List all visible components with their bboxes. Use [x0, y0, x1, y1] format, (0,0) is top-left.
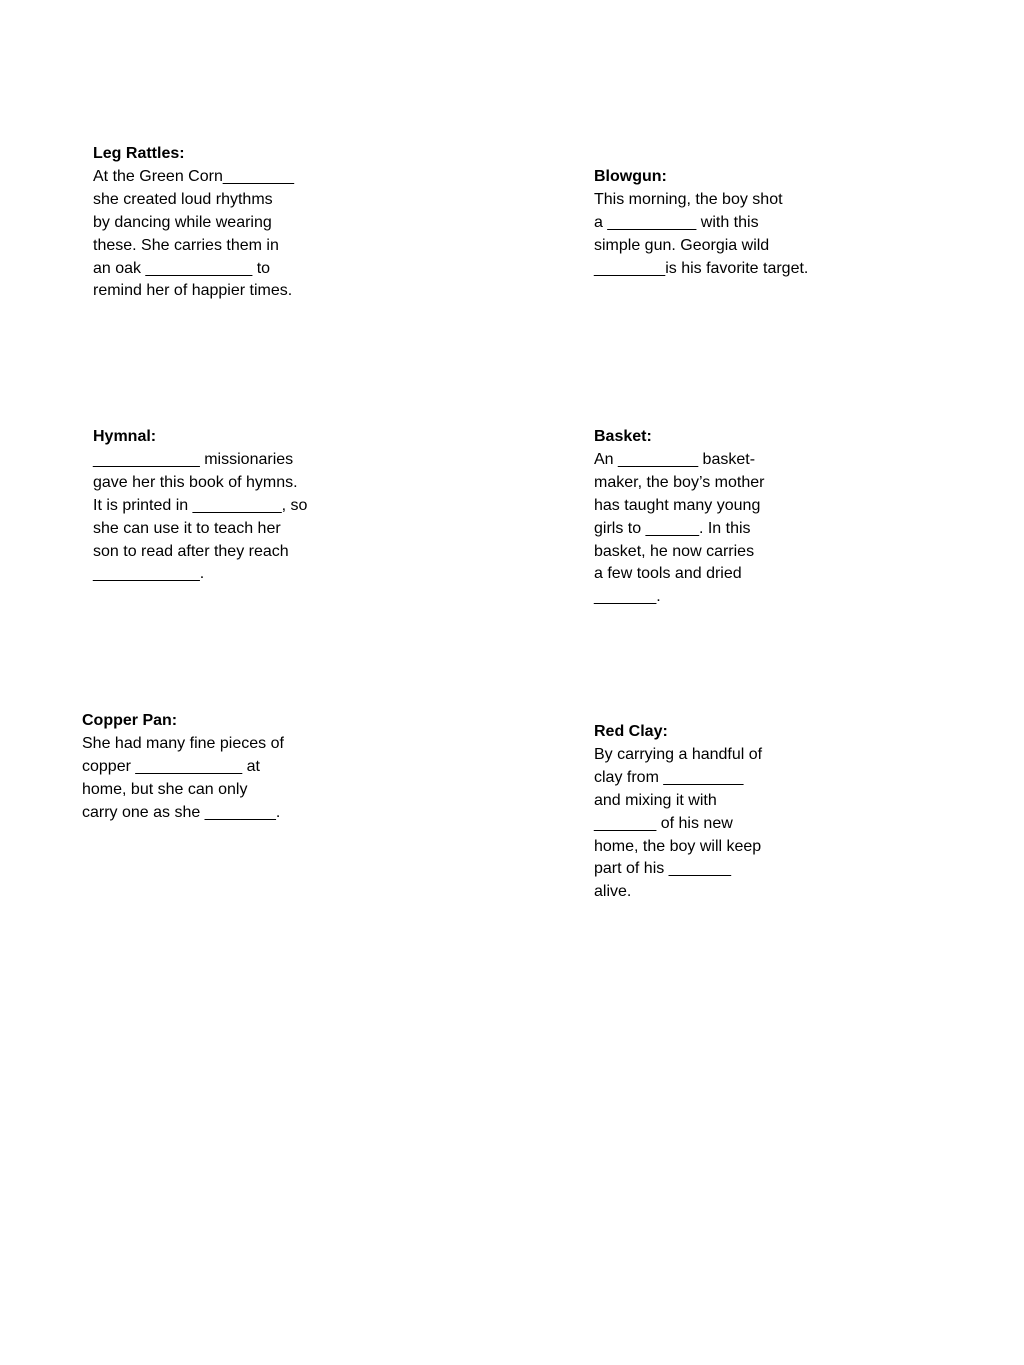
- card-line: carry one as she ________.: [82, 803, 281, 821]
- card-line: She had many fine pieces of: [82, 734, 284, 752]
- card-title: Basket:: [594, 428, 652, 445]
- card-line: _______.: [594, 588, 661, 606]
- card-line: son to read after they reach: [93, 542, 289, 560]
- card-line: maker, the boy’s mother: [594, 473, 765, 491]
- card-line: gave her this book of hymns.: [93, 473, 298, 491]
- card-line: This morning, the boy shot: [594, 190, 783, 208]
- card-line: girls to ______. In this: [594, 519, 751, 537]
- card-line: home, but she can only: [82, 780, 248, 798]
- card-line: by dancing while wearing: [93, 213, 272, 231]
- card-line: alive.: [594, 883, 632, 901]
- card-line: has taught many young: [594, 496, 761, 514]
- card-line: basket, he now carries: [594, 542, 755, 560]
- card-line: ____________ missionaries: [93, 450, 294, 468]
- card-hymnal: [93, 426, 307, 586]
- card-line: part of his _______: [594, 860, 731, 878]
- card-line: ________is his favorite target.: [594, 259, 809, 277]
- card-line: a few tools and dried: [594, 565, 742, 583]
- card-line: ____________.: [93, 565, 205, 583]
- card-line: home, the boy will keep: [594, 837, 762, 855]
- card-line: she created loud rhythms: [93, 190, 273, 208]
- card-title: Blowgun:: [594, 168, 667, 185]
- card-line: copper ____________ at: [82, 757, 260, 775]
- card-line: she can use it to teach her: [93, 519, 281, 537]
- card-line: At the Green Corn________: [93, 167, 295, 185]
- card-basket: [594, 426, 764, 609]
- card-leg-rattles: [93, 143, 294, 303]
- card-line: these. She carries them in: [93, 236, 279, 254]
- card-line: remind her of happier times.: [93, 282, 293, 300]
- card-title: Leg Rattles:: [93, 145, 185, 162]
- card-title: Red Clay:: [594, 723, 668, 740]
- card-line: An _________ basket-: [594, 450, 756, 468]
- card-line: _______ of his new: [594, 814, 733, 832]
- card-red-clay: [594, 721, 762, 904]
- card-blowgun: [594, 166, 808, 281]
- card-line: an oak ____________ to: [93, 259, 271, 277]
- card-line: simple gun. Georgia wild: [594, 236, 770, 254]
- card-line: and mixing it with: [594, 791, 717, 809]
- card-title: Copper Pan:: [82, 712, 178, 729]
- card-line: It is printed in __________, so: [93, 496, 308, 514]
- card-line: a __________ with this: [594, 213, 759, 231]
- card-line: By carrying a handful of: [594, 745, 763, 763]
- card-copper-pan: [82, 710, 284, 825]
- card-title: Hymnal:: [93, 428, 157, 445]
- card-line: clay from _________: [594, 768, 744, 786]
